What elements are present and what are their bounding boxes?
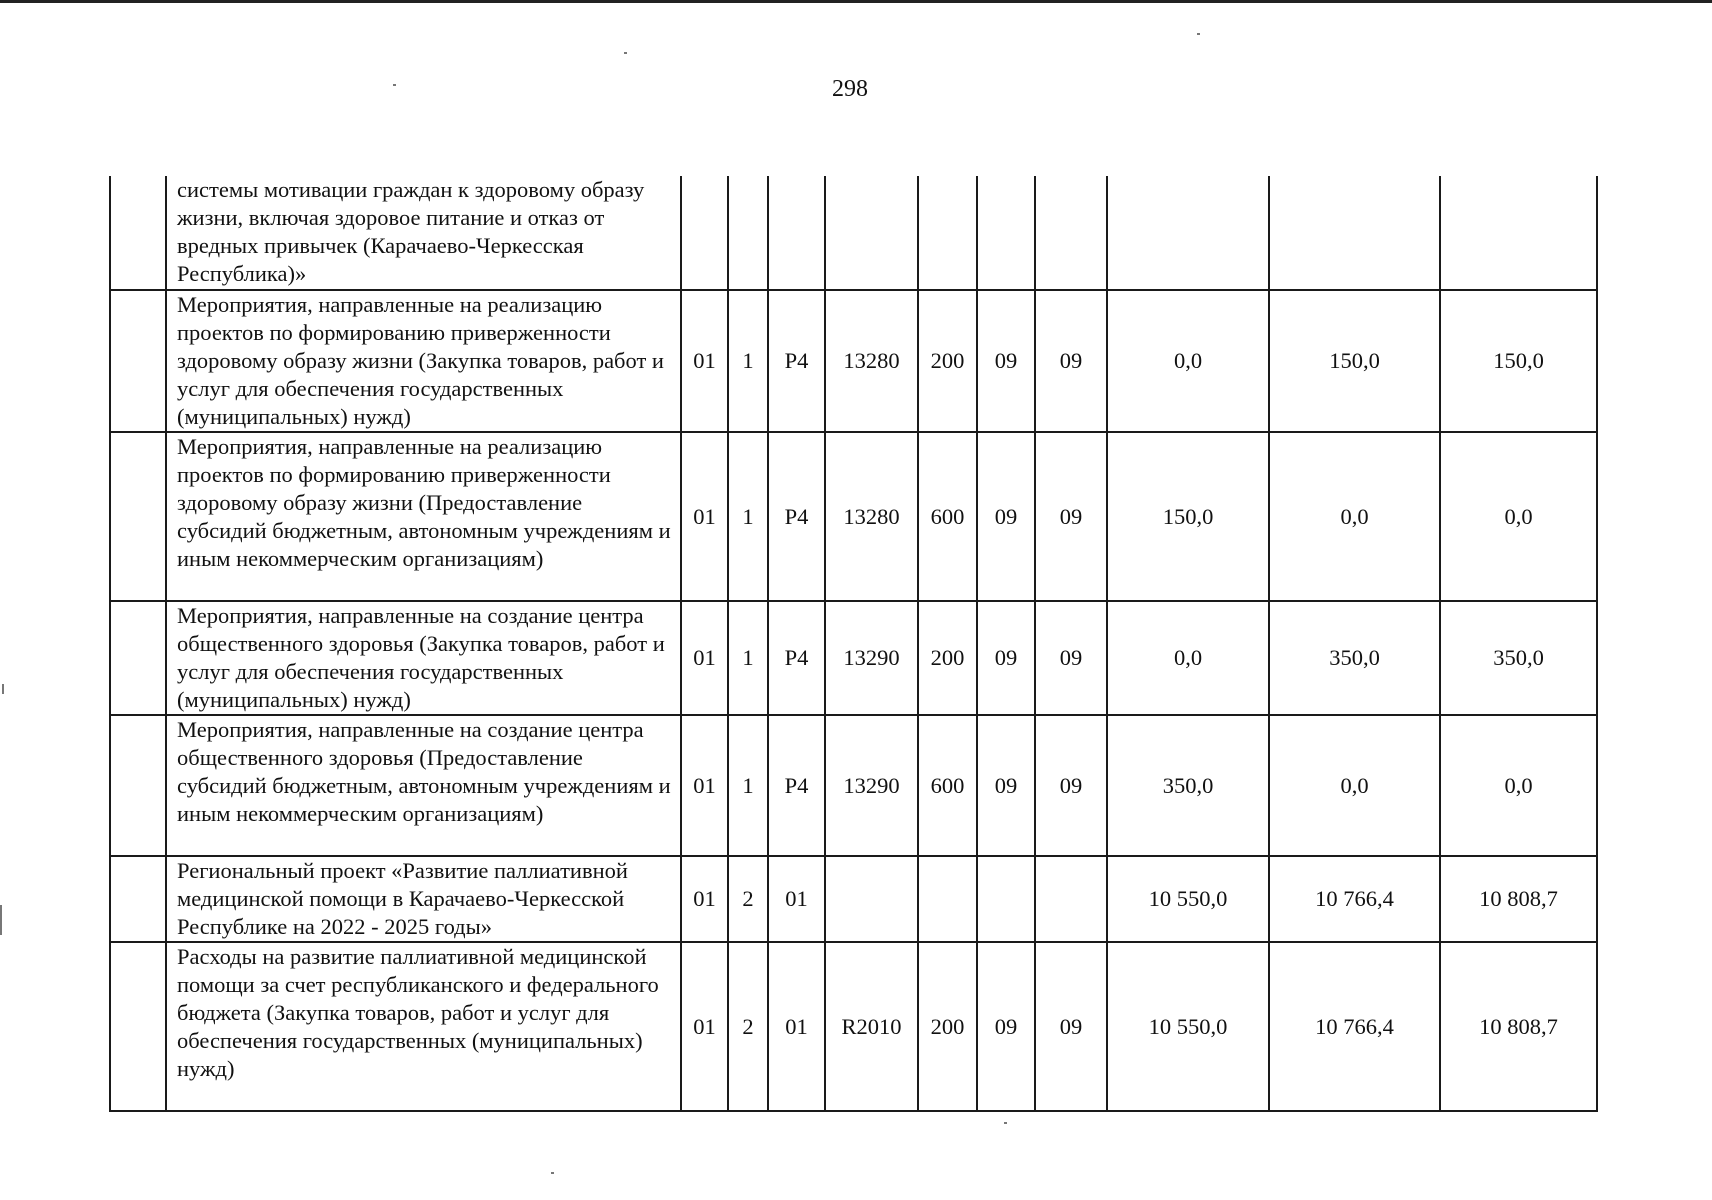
table-row — [110, 601, 1597, 715]
table-body — [110, 176, 1597, 1111]
scan-speck — [1197, 33, 1200, 35]
amount-cell-3: 350,0 — [1440, 601, 1597, 715]
code-cell-6: 09 — [977, 942, 1035, 1111]
amount-cell-1: 0,0 — [1107, 290, 1269, 432]
code-cell-4: 13280 — [825, 432, 918, 601]
code-cell-6 — [977, 856, 1035, 942]
amount-cell-1 — [1107, 176, 1269, 290]
scan-speck — [624, 52, 627, 54]
code-cell-4: 13280 — [825, 290, 918, 432]
code-cell-1: 01 — [681, 856, 728, 942]
amount-cell-2: 150,0 — [1269, 290, 1440, 432]
scan-speck — [393, 84, 396, 86]
code-cell-7: 09 — [1035, 601, 1107, 715]
index-cell — [110, 176, 166, 290]
code-cell-2 — [728, 176, 768, 290]
index-cell — [110, 432, 166, 601]
index-cell — [110, 290, 166, 432]
code-cell-1: 01 — [681, 715, 728, 856]
code-cell-4 — [825, 176, 918, 290]
code-cell-1 — [681, 176, 728, 290]
amount-cell-2: 0,0 — [1269, 715, 1440, 856]
code-cell-2: 2 — [728, 856, 768, 942]
scan-speck — [0, 905, 2, 935]
code-cell-3: P4 — [768, 432, 825, 601]
table-row — [110, 432, 1597, 601]
code-cell-7 — [1035, 856, 1107, 942]
scan-speck — [2, 684, 4, 694]
code-cell-5: 200 — [918, 290, 977, 432]
index-cell — [110, 942, 166, 1111]
code-cell-7: 09 — [1035, 942, 1107, 1111]
code-cell-1: 01 — [681, 942, 728, 1111]
code-cell-2: 1 — [728, 601, 768, 715]
code-cell-7: 09 — [1035, 432, 1107, 601]
amount-cell-2: 350,0 — [1269, 601, 1440, 715]
code-cell-2: 1 — [728, 290, 768, 432]
amount-cell-1: 0,0 — [1107, 601, 1269, 715]
index-cell — [110, 601, 166, 715]
amount-cell-2: 10 766,4 — [1269, 856, 1440, 942]
code-cell-1: 01 — [681, 432, 728, 601]
code-cell-3: P4 — [768, 715, 825, 856]
code-cell-4: R2010 — [825, 942, 918, 1111]
code-cell-7: 09 — [1035, 290, 1107, 432]
code-cell-4: 13290 — [825, 601, 918, 715]
code-cell-1: 01 — [681, 601, 728, 715]
amount-cell-3: 150,0 — [1440, 290, 1597, 432]
amount-cell-2: 10 766,4 — [1269, 942, 1440, 1111]
code-cell-3: 01 — [768, 856, 825, 942]
description-cell: Мероприятия, направленные на реализацию проектов по формированию приверженности здоровому образу жизни (Закупка товаров, работ и услуг для обеспечения государственных (муниципальных) нужд) — [166, 290, 681, 432]
amount-cell-1: 150,0 — [1107, 432, 1269, 601]
code-cell-3: P4 — [768, 601, 825, 715]
description-cell: системы мотивации граждан к здоровому образу жизни, включая здоровое питание и отказ от вредных привычек (Карачаево-Черкесская Республика)» — [166, 176, 681, 290]
table-row — [110, 856, 1597, 942]
amount-cell-2 — [1269, 176, 1440, 290]
code-cell-4: 13290 — [825, 715, 918, 856]
table-row — [110, 942, 1597, 1111]
amount-cell-1: 350,0 — [1107, 715, 1269, 856]
amount-cell-3: 0,0 — [1440, 432, 1597, 601]
index-cell — [110, 715, 166, 856]
code-cell-5: 600 — [918, 715, 977, 856]
amount-cell-1: 10 550,0 — [1107, 942, 1269, 1111]
description-cell: Мероприятия, направленные на создание центра общественного здоровья (Закупка товаров, работ и услуг для обеспечения государственных (муниципальных) нужд) — [166, 601, 681, 715]
code-cell-1: 01 — [681, 290, 728, 432]
index-cell — [110, 856, 166, 942]
description-cell: Региональный проект «Развитие паллиативной медицинской помощи в Карачаево-Черкесской Республике на 2022 - 2025 годы» — [166, 856, 681, 942]
code-cell-3: 01 — [768, 942, 825, 1111]
code-cell-3: P4 — [768, 290, 825, 432]
page-number: 298 — [832, 76, 868, 102]
description-cell: Мероприятия, направленные на создание центра общественного здоровья (Предоставление субсидий бюджетным, автономным учреждениям и иным некоммерческим организациям) — [166, 715, 681, 856]
code-cell-5: 200 — [918, 601, 977, 715]
amount-cell-2: 0,0 — [1269, 432, 1440, 601]
code-cell-5 — [918, 856, 977, 942]
code-cell-2: 1 — [728, 432, 768, 601]
amount-cell-3 — [1440, 176, 1597, 290]
scan-speck — [551, 1172, 554, 1174]
code-cell-6: 09 — [977, 715, 1035, 856]
table-row — [110, 176, 1597, 290]
code-cell-5 — [918, 176, 977, 290]
code-cell-4 — [825, 856, 918, 942]
code-cell-6: 09 — [977, 432, 1035, 601]
amount-cell-3: 0,0 — [1440, 715, 1597, 856]
code-cell-5: 200 — [918, 942, 977, 1111]
table-row — [110, 290, 1597, 432]
scan-top-edge — [0, 0, 1712, 3]
description-cell: Мероприятия, направленные на реализацию проектов по формированию приверженности здоровому образу жизни (Предоставление субсидий бюджетным, автономным учреждениям и иным некоммерческим организациям) — [166, 432, 681, 601]
code-cell-2: 1 — [728, 715, 768, 856]
code-cell-2: 2 — [728, 942, 768, 1111]
code-cell-6 — [977, 176, 1035, 290]
budget-table — [109, 176, 1598, 1112]
amount-cell-3: 10 808,7 — [1440, 856, 1597, 942]
code-cell-6: 09 — [977, 290, 1035, 432]
code-cell-7: 09 — [1035, 715, 1107, 856]
scan-speck — [1004, 1122, 1007, 1124]
code-cell-7 — [1035, 176, 1107, 290]
table-row — [110, 715, 1597, 856]
amount-cell-1: 10 550,0 — [1107, 856, 1269, 942]
code-cell-6: 09 — [977, 601, 1035, 715]
description-cell: Расходы на развитие паллиативной медицинской помощи за счет республиканского и федерального бюджета (Закупка товаров, работ и услуг для обеспечения государственных (муниципальных) нужд) — [166, 942, 681, 1111]
code-cell-3 — [768, 176, 825, 290]
amount-cell-3: 10 808,7 — [1440, 942, 1597, 1111]
code-cell-5: 600 — [918, 432, 977, 601]
